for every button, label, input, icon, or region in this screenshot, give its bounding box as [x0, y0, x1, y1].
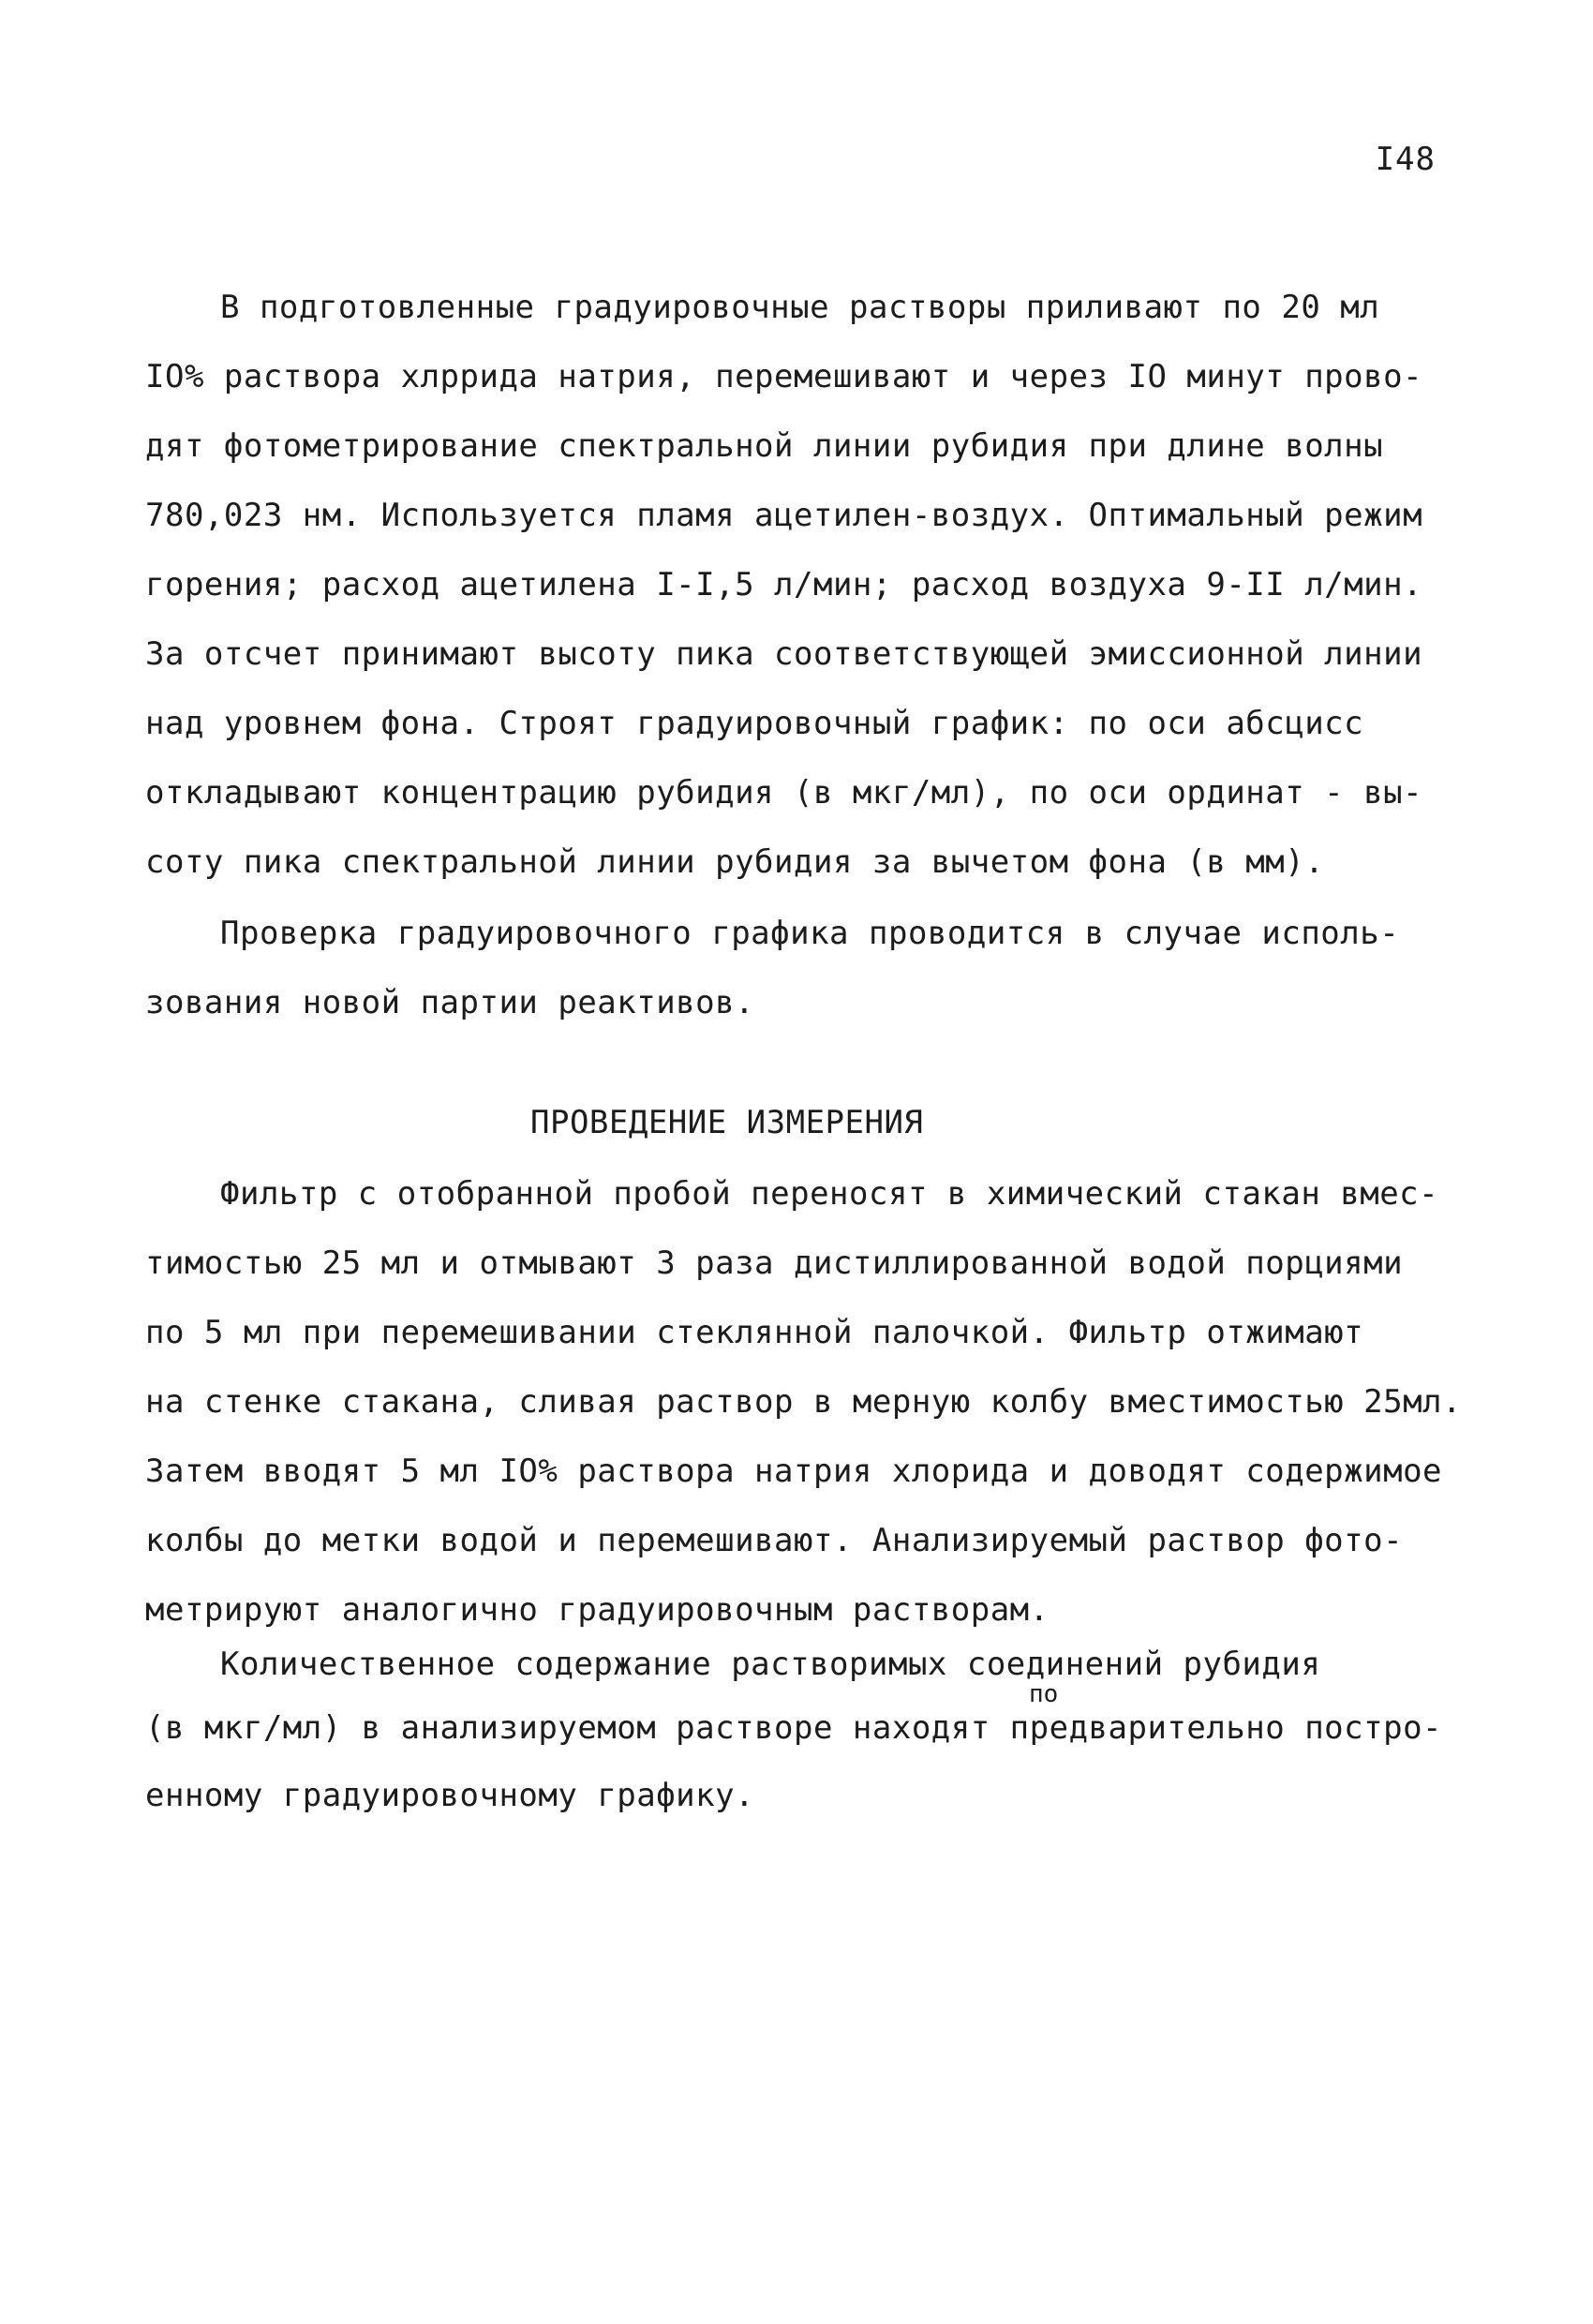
- text-line: 780,023 нм. Используется пламя ацетилен-воздух. Оптимальный режим: [145, 497, 1423, 534]
- text-line: Проверка градуировочного графика проводится в случае исполь-: [220, 915, 1400, 952]
- text-line: соту пика спектральной линии рубидия за вычетом фона (в мм).: [145, 843, 1325, 881]
- text-line: IO% раствора хлррида натрия, перемешивают и через IO минут прово-: [145, 358, 1423, 395]
- text-line: по 5 мл при перемешивании стеклянной палочкой. Фильтр отжимают: [145, 1314, 1364, 1351]
- text-line: на стенке стакана, сливая раствор в мерную колбу вместимостью 25мл.: [145, 1383, 1462, 1421]
- section-heading: ПРОВЕДЕНИЕ ИЗМЕРЕНИЯ: [530, 1104, 924, 1141]
- text-line: откладывают концентрацию рубидия (в мкг/мл), по оси ординат - вы-: [145, 774, 1423, 812]
- text-line: Количественное содержание растворимых соединений рубидия: [220, 1646, 1321, 1683]
- text-line: зования новой партии реактивов.: [145, 984, 755, 1021]
- page-number: I48: [1375, 141, 1436, 178]
- handwritten-insertion: по: [1029, 1680, 1059, 1708]
- text-line: дят фотометрирование спектральной линии рубидия при длине волны: [145, 427, 1384, 465]
- text-line: енному градуировочному графику.: [145, 1777, 755, 1814]
- text-line: метрируют аналогично градуировочным растворам.: [145, 1591, 1050, 1629]
- text-line: Фильтр с отобранной пробой переносят в химический стакан вмес-: [220, 1175, 1439, 1213]
- text-line: За отсчет принимают высоту пика соответствующей эмиссионной линии: [145, 635, 1423, 673]
- text-line: В подготовленные градуировочные растворы приливают по 20 мл: [220, 289, 1380, 326]
- text-line: Затем вводят 5 мл IO% раствора натрия хлорида и доводят содержимое: [145, 1452, 1443, 1490]
- text-line: колбы до метки водой и перемешивают. Анализируемый раствор фото-: [145, 1522, 1404, 1559]
- text-line: тимостью 25 мл и отмывают 3 раза дистиллированной водой порциями: [145, 1244, 1404, 1282]
- text-line: (в мкг/мл) в анализируемом растворе находят предварительно постро-: [145, 1709, 1443, 1747]
- text-line: горения; расход ацетилена I-I,5 л/мин; расход воздуха 9-II л/мин.: [145, 566, 1423, 603]
- text-line: над уровнем фона. Строят градуировочный график: по оси абсцисс: [145, 705, 1364, 742]
